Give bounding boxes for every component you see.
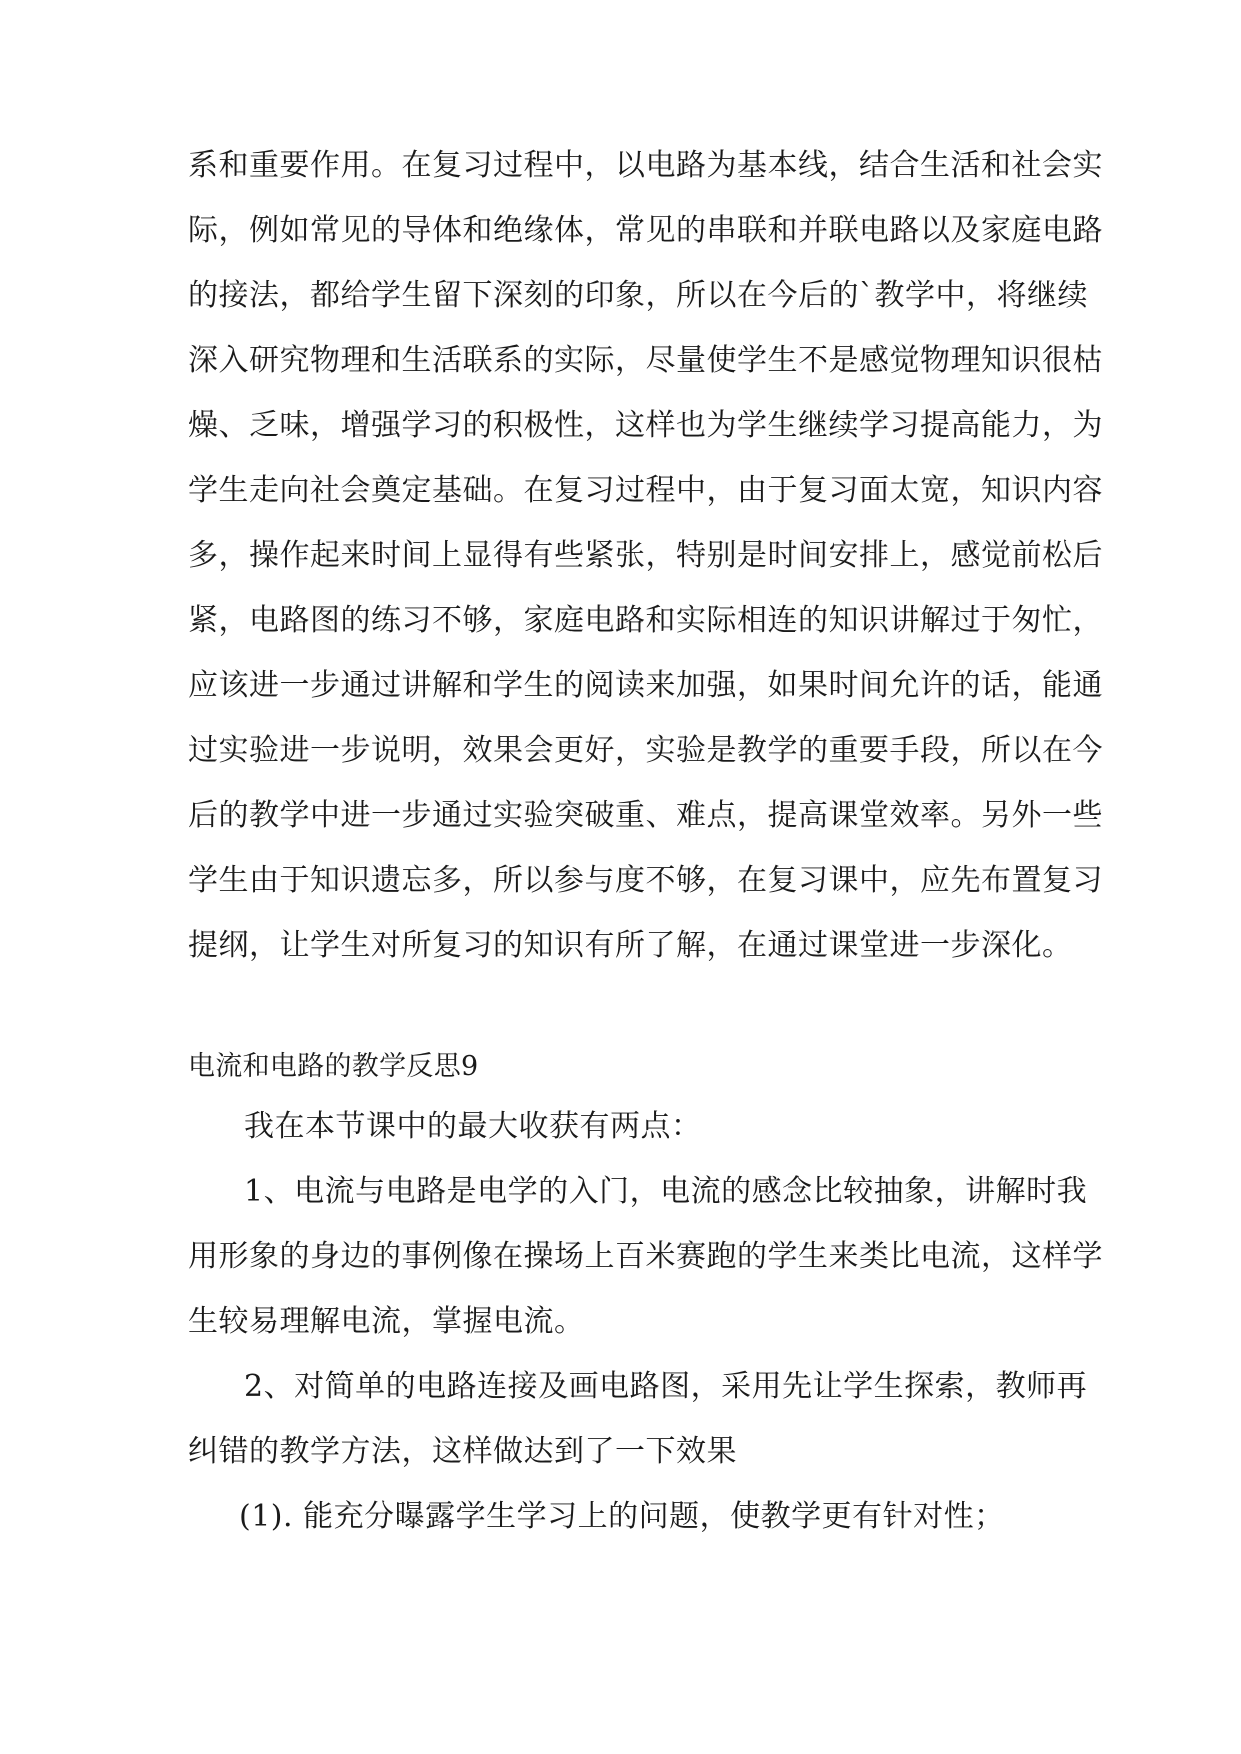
point-2-line: 纠错的教学方法，这样做达到了一下效果 — [188, 1434, 737, 1469]
paragraph-line: 燥、乏味，增强学习的积极性，这样也为学生继续学习提高能力，为 — [188, 408, 1103, 443]
subpoint-1: (1). 能充分曝露学生学习上的问题，使教学更有针对性； — [239, 1499, 1005, 1534]
section-heading: 电流和电路的教学反思9 — [188, 1051, 479, 1082]
paragraph-line: 后的教学中进一步通过实验突破重、难点，提高课堂效率。另外一些 — [188, 798, 1103, 833]
point-2-line: 2、对简单的电路连接及画电路图，采用先让学生探索，教师再 — [244, 1369, 1088, 1404]
paragraph-line: 的接法，都给学生留下深刻的印象，所以在今后的`教学中，将继续 — [188, 278, 1088, 313]
intro-line: 我在本节课中的最大收获有两点： — [244, 1109, 702, 1144]
paragraph-line: 学生走向社会奠定基础。在复习过程中，由于复习面太宽，知识内容 — [188, 473, 1103, 508]
paragraph-line: 提纲，让学生对所复习的知识有所了解，在通过课堂进一步深化。 — [188, 928, 1073, 963]
point-1-line: 生较易理解电流，掌握电流。 — [188, 1304, 585, 1339]
paragraph-line: 学生由于知识遗忘多，所以参与度不够，在复习课中，应先布置复习 — [188, 863, 1103, 898]
paragraph-line: 系和重要作用。在复习过程中，以电路为基本线，结合生活和社会实 — [188, 148, 1103, 183]
paragraph-line: 际，例如常见的导体和绝缘体，常见的串联和并联电路以及家庭电路 — [188, 213, 1103, 248]
paragraph-line: 应该进一步通过讲解和学生的阅读来加强，如果时间允许的话，能通 — [188, 668, 1103, 703]
paragraph-line: 过实验进一步说明，效果会更好，实验是教学的重要手段，所以在今 — [188, 733, 1103, 768]
paragraph-line: 多，操作起来时间上显得有些紧张，特别是时间安排上，感觉前松后 — [188, 538, 1103, 573]
paragraph-line: 深入研究物理和生活联系的实际，尽量使学生不是感觉物理知识很枯 — [188, 343, 1103, 378]
point-1-line: 用形象的身边的事例像在操场上百米赛跑的学生来类比电流，这样学 — [188, 1239, 1103, 1274]
point-1-line: 1、电流与电路是电学的入门，电流的感念比较抽象，讲解时我 — [244, 1174, 1088, 1209]
paragraph-line: 紧，电路图的练习不够，家庭电路和实际相连的知识讲解过于匆忙， — [188, 603, 1103, 638]
